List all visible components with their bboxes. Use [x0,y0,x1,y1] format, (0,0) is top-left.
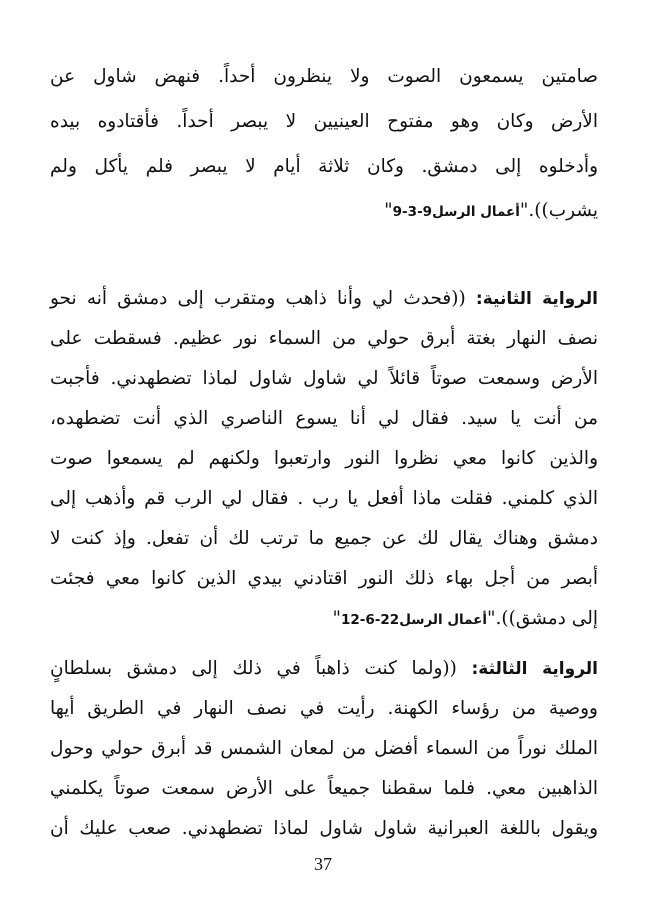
text-line: من أنت يا سيد. فقال لي أنا يسوع الناصري الذي أنت تضطهده، [50,408,598,429]
text-fragment: يشرب))." [519,200,598,221]
text-line-with-reference [50,606,598,633]
text-line: الذاهبين معي. فلما سقطنا جميعاً على الأرض سمعت صوتاً يكلمني [50,778,598,799]
text-line: ويقول باللغة العبرانية شاول شاول لماذا تضطهدني. صعب عليك أن [50,818,598,839]
text-line: دمشق وهناك يقال لك عن جميع ما ترتب لك أن تفعل. وإذ كنت لا [50,528,598,549]
closing-quote: " [384,200,393,221]
section-title: الرواية الثالثة: [471,659,598,679]
text-line: الملك نوراً من السماء أفضل من لمعان الشمس قد أبرق حولي وحول [50,738,598,759]
text-line: وأدخلوه إلى دمشق. وكان ثلاثة أيام لا يبصر فلم يأكل ولم [50,156,598,177]
text-line: صامتين يسمعون الصوت ولا ينظرون أحداً. فنهض شاول عن [50,66,598,87]
text-line-with-reference [50,198,598,225]
text-line: والذين كانوا معي نظروا النور وارتعبوا ولكنهم لم يسمعوا صوت [50,448,598,469]
text-fragment: ((ولما كنت ذاهباً في ذلك إلى دمشق بسلطانٍ [50,658,472,679]
text-line: نصف النهار بغتة أبرق حولي من السماء نور عظيم. فسقطت على [50,328,598,349]
text-line: ووصية من رؤساء الكهنة. رأيت في نصف النهار في الطريق أيها [50,698,598,719]
text-line: الذي كلمني. فقلت ماذا أفعل يا رب . فقال لي الرب قم وأذهب إلى [50,488,598,509]
scripture-reference: أعمال الرسل9-3-9 [392,204,520,220]
closing-quote: " [332,608,341,629]
section-first-line [50,286,598,312]
text-line: أبصر من أجل بهاء ذلك النور اقتادني بيدي الذين كانوا معي فجئت [50,568,598,589]
page-number: 37 [314,854,332,874]
text-fragment: إلى دمشق))." [487,608,598,629]
text-line: الأرض وسمعت صوتاً قائلاً لي شاول شاول لماذا تضطهدني. فأجبت [50,368,598,389]
text-fragment: ((فحدث لي وأنا ذاهب ومتقرب إلى دمشق أنه نحو [50,288,476,309]
section-first-line [50,656,598,682]
scripture-reference: أعمال الرسل22-6-12 [340,612,488,628]
text-line: الأرض وكان وهو مفتوح العينيين لا يبصر أحداً. فأقتادوه بيده [50,111,598,132]
section-title: الرواية الثانية: [475,289,598,309]
